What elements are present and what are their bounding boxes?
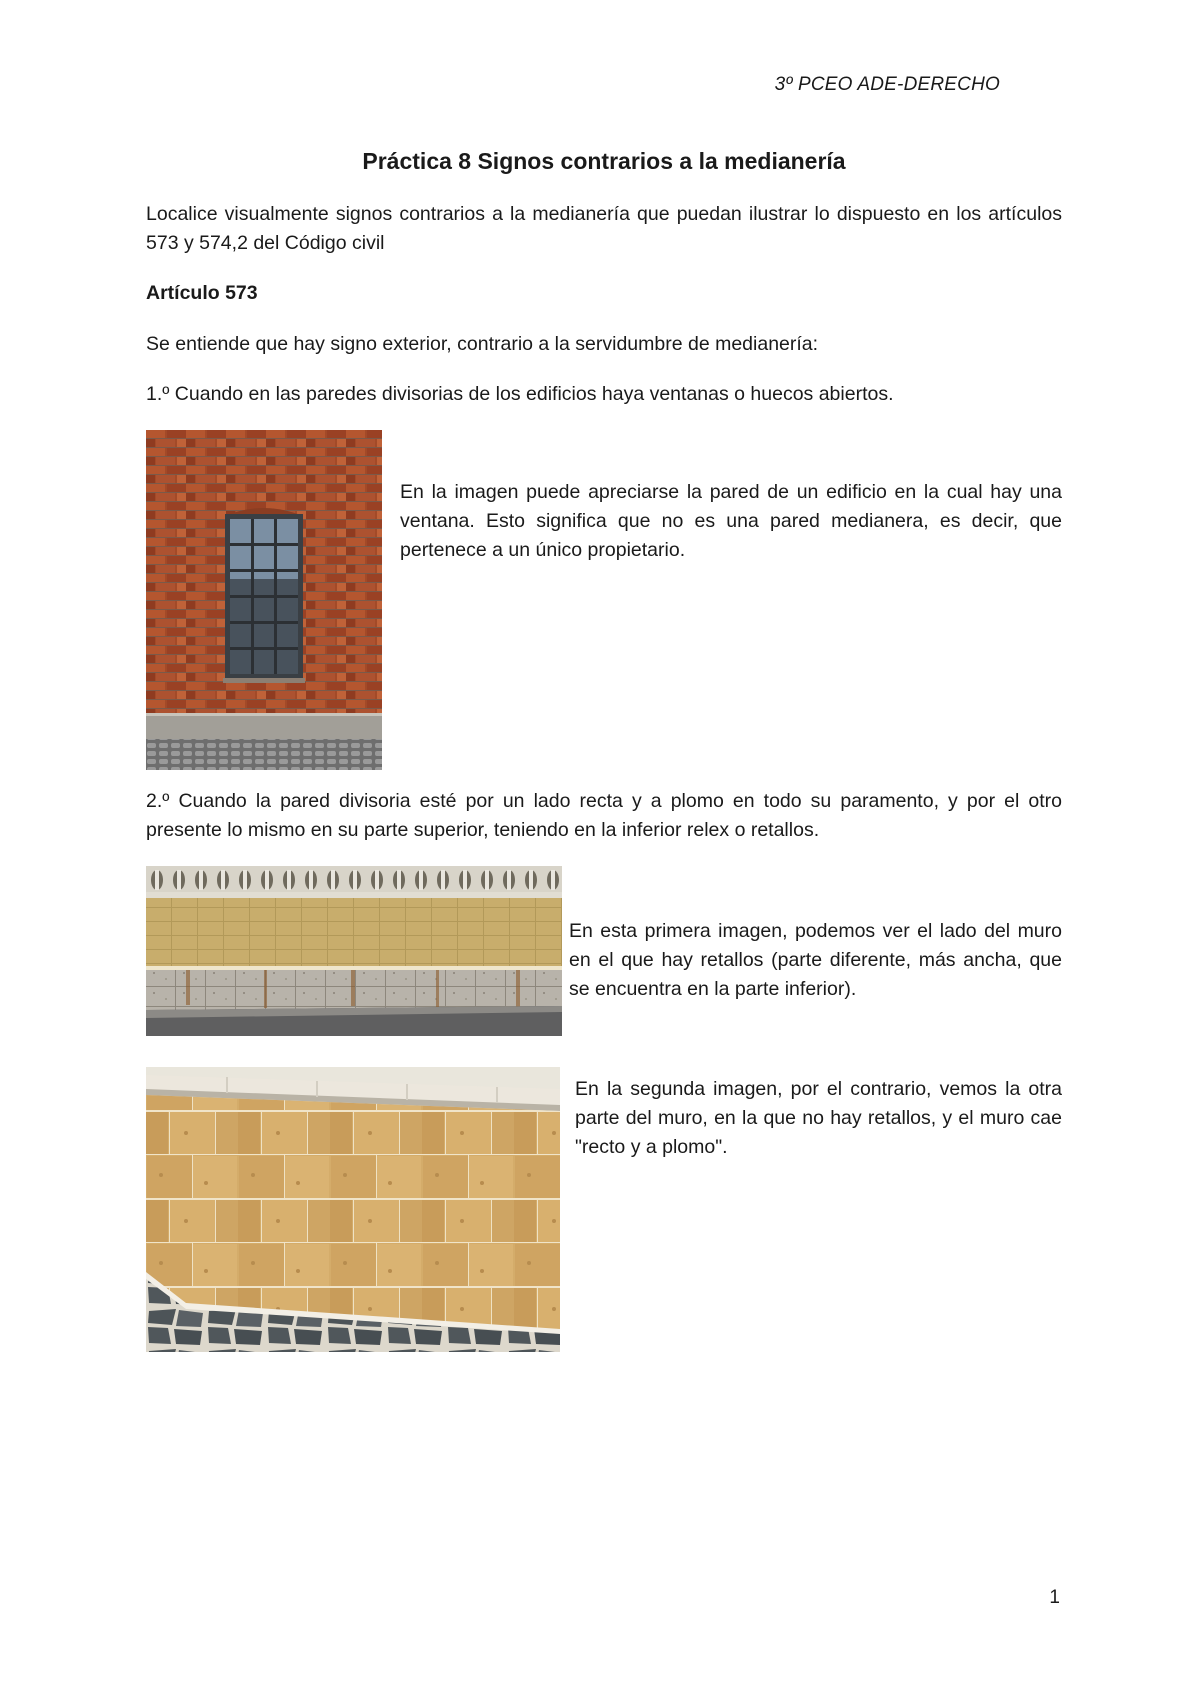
point-2-paragraph: 2.º Cuando la pared divisoria esté por un lado recta y a plomo en todo su paramento, y por el otro presente lo mismo en su parte superior, teniendo en la inferior relex o retallos. <box>146 790 1062 841</box>
point-2-caption-a: En esta primera imagen, podemos ver el lado del muro en el que hay retallos (parte diferente, más ancha, que se encuentra en la parte inferior). <box>569 920 1062 1000</box>
wall-with-retallos-photo <box>146 866 562 1036</box>
brick-window-photo <box>146 430 382 770</box>
document-title: Práctica 8 Signos contrarios a la medianería <box>362 148 846 174</box>
point-2-caption-b: En la segunda imagen, por el contrario, vemos la otra parte del muro, en la que no hay retallos, y el muro cae "recto y a plomo". <box>575 1078 1062 1158</box>
page-number: 1 <box>1049 1587 1060 1608</box>
intro-paragraph: Localice visualmente signos contrarios a la medianería que puedan ilustrar lo dispuesto en los artículos 573 y 574,2 del Código civil <box>146 203 1062 254</box>
point-1-paragraph: 1.º Cuando en las paredes divisorias de los edificios haya ventanas o huecos abiertos. <box>146 383 894 405</box>
straight-wall-photo <box>146 1067 560 1352</box>
point-1-caption: En la imagen puede apreciarse la pared de un edificio en la cual hay una ventana. Esto significa que no es una pared medianera, es decir, que pertenece a un único propietario. <box>400 481 1062 561</box>
article-heading: Artículo 573 <box>146 282 258 304</box>
course-header: 3º PCEO ADE-DERECHO <box>774 74 1000 95</box>
article-lead-paragraph: Se entiende que hay signo exterior, contrario a la servidumbre de medianería: <box>146 333 819 355</box>
